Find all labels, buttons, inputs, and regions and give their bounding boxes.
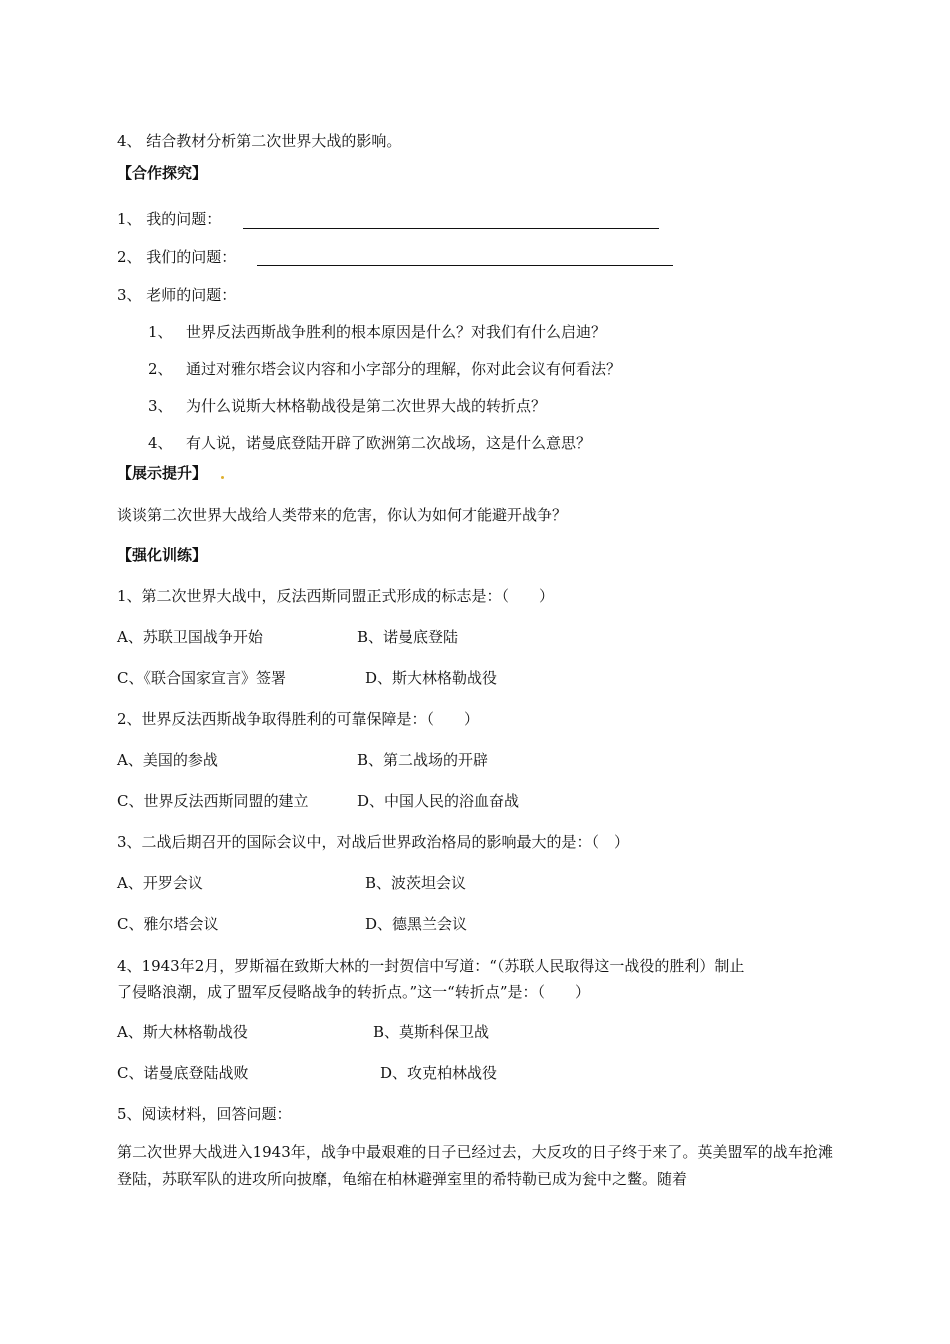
section-heading-cooperative-inquiry: 【合作探究】 <box>117 164 208 182</box>
option-d: D、攻克柏林战役 <box>380 1064 498 1082</box>
subquestion-number: 1、 <box>148 323 173 341</box>
practice-question-4-stem-line-2: 了侵略浪潮，成了盟军反侵略战争的转折点。”这一“转折点”是：（ ） <box>117 983 591 1001</box>
option-d: D、德黑兰会议 <box>365 915 468 933</box>
option-a: A、苏联卫国战争开始 <box>117 628 263 646</box>
option-b: B、第二战场的开辟 <box>357 751 489 769</box>
option-a: A、斯大林格勒战役 <box>117 1023 248 1041</box>
option-c: C、世界反法西斯同盟的建立 <box>117 792 309 810</box>
teacher-subquestion <box>148 396 546 416</box>
our-question-blank[interactable] <box>257 265 673 266</box>
section-heading-show-improve: 【展示提升】 <box>117 464 208 482</box>
subquestion-number: 3、 <box>148 397 173 415</box>
subquestion-number: 4、 <box>148 434 173 452</box>
practice-question-1-stem: 1、第二次世界大战中，反法西斯同盟正式形成的标志是：（ ） <box>117 587 555 605</box>
question-4-text: 4、 结合教材分析第二次世界大战的影响。 <box>117 132 402 150</box>
stray-mark <box>221 476 224 479</box>
option-c: C、《联合国家宣言》签署 <box>117 669 286 687</box>
option-a: A、美国的参战 <box>117 751 218 769</box>
option-b: B、波茨坦会议 <box>365 874 467 892</box>
option-a: A、开罗会议 <box>117 874 203 892</box>
reading-material-paragraph: 第二次世界大战进入1943年，战争中最艰难的日子已经过去，大反攻的日子终于来了。英美盟军的战车抢滩登陆，苏联军队的进攻所向披靡，龟缩在柏林避弹室里的希特勒已成为瓮中之鳖。随着 <box>117 1143 833 1188</box>
our-question-label: 2、 我们的问题： <box>117 248 237 266</box>
subquestion-text: 通过对雅尔塔会议内容和小字部分的理解，你对此会议有何看法？ <box>186 360 622 378</box>
teacher-subquestion <box>148 322 606 342</box>
teacher-subquestion <box>148 359 621 379</box>
option-d: D、中国人民的浴血奋战 <box>357 792 520 810</box>
practice-question-5-stem: 5、阅读材料，回答问题： <box>117 1105 292 1123</box>
option-d: D、斯大林格勒战役 <box>365 669 498 687</box>
option-b: B、莫斯科保卫战 <box>373 1023 490 1041</box>
option-c: C、雅尔塔会议 <box>117 915 219 933</box>
practice-question-3-stem: 3、二战后期召开的国际会议中，对战后世界政治格局的影响最大的是：（ ） <box>117 833 630 851</box>
section-heading-practice: 【强化训练】 <box>117 546 208 564</box>
subquestion-number: 2、 <box>148 360 173 378</box>
subquestion-text: 为什么说斯大林格勒战役是第二次世界大战的转折点？ <box>186 397 547 415</box>
my-question-blank[interactable] <box>243 228 659 229</box>
option-b: B、诺曼底登陆 <box>357 628 459 646</box>
practice-question-2-stem: 2、世界反法西斯战争取得胜利的可靠保障是：（ ） <box>117 710 480 728</box>
subquestion-text: 有人说，诺曼底登陆开辟了欧洲第二次战场，这是什么意思？ <box>186 434 592 452</box>
my-question-label: 1、 我的问题： <box>117 210 222 228</box>
practice-question-4-stem-line-1: 4、1943年2月，罗斯福在致斯大林的一封贺信中写道：“（苏联人民取得这一战役的胜利）制止 <box>117 957 745 975</box>
teacher-question-label: 3、 老师的问题： <box>117 286 237 304</box>
option-c: C、诺曼底登陆战败 <box>117 1064 249 1082</box>
show-improve-prompt: 谈谈第二次世界大战给人类带来的危害，你认为如何才能避开战争？ <box>117 506 568 524</box>
teacher-subquestion <box>148 433 591 453</box>
subquestion-text: 世界反法西斯战争胜利的根本原因是什么？对我们有什么启迪？ <box>186 323 607 341</box>
